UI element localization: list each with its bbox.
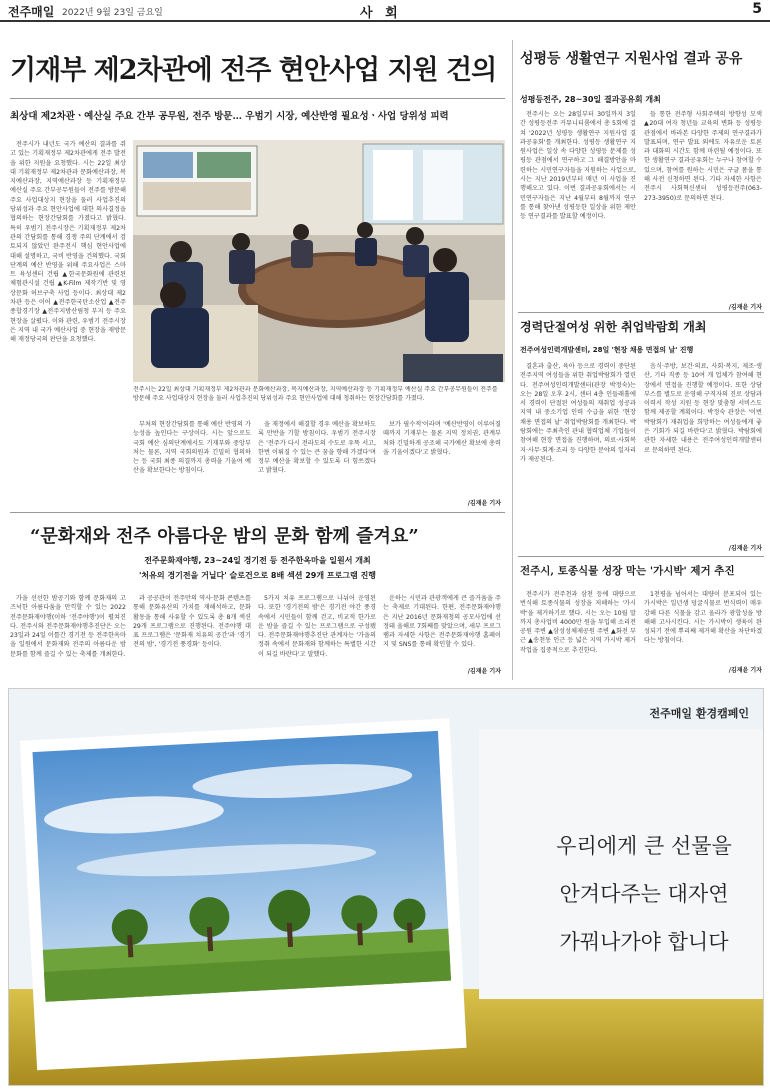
story5-body-col1: 가을 선선한 밤공기와 함께 문화재의 고즈넉한 아름다움을 만끽할 수 있는 2022 전주문화재야행(이하 '전주야행')이 펼쳐진다. 전주시와 전주문화재야행추진단은 오는 23일과 24일 이틀간 경기전 등 전주한옥마을 일원에서 문화재와 전주의 아름다운 밤 문화를 함께 즐길 수 있는 축제를 개최한다. <box>10 595 126 658</box>
issue-date: 2022년 9월 23일 금요일 <box>62 8 163 18</box>
column-divider <box>512 40 513 680</box>
lead-headline: 기재부 제2차관에 전주 현안사업 지원 건의 <box>10 55 497 86</box>
lead-body-col2: 부처의 현장간담회를 통해 예산 반영의 가능성을 높인다는 구상이다. 시는 앞으로도 국회 예산 심의단계에서도 기재부와 중앙부처는 물론, 지역 국회의원과 긴밀히 협의하는 등 국회 최종 의결까지 총력을 기울여 예산을 확보한다는 방침이다. <box>133 421 251 475</box>
photo-caption: 전주시는 22일 최상대 기획재정부 제2차관과 문화예산과장, 복지예산과장, 지역예산과장 등 기획재정부 예산실 주요 간부공무원들이 전주를 방문해 주요 사업대상지 현장을 둘러 사업추진의 당위성과 주요 현안사업에 대해 청취하는 현장간담회를 가졌다. <box>133 386 498 402</box>
story5-subheadline-1: 전주문화재야행, 23~24일 경기전 등 전주한옥마을 일원서 개최 <box>144 556 371 565</box>
story2-body-col1: 전주시는 오는 28일부터 30일까지 3일간 성평등전주 커뮤니티룸에서 총 5회에 걸쳐 '2022년 성평등 생활연구 지원사업 결과공유회'를 개최한다. 성평등 생활연구 지원사업은 일상 속 다양한 성평등 문제를 성평등 관점에서 연구하고 그 해결방안을 마련하는 시민연구자들을 지원하는 사업으로, 시는 지난 2019년부터 매년 이 사업을 진행해오고 있다. 이번 결과공유회에서는 시민연구자들은 지난 4월부터 8월까지 연구를 통해 찾아낸 성평등한 일상을 위한 제안 등 연구결과를 발표할 예정이다. <box>520 111 636 221</box>
story3-byline: /김재윤 기자 <box>728 545 762 552</box>
story5-subheadline-2: '처유의 경기전을 거닐다' 슬로건으로 8배 섹션 29개 프로그램 진행 <box>138 571 377 580</box>
ad-slogan-line1: 우리에게 큰 선물을 <box>556 834 732 858</box>
page-header <box>0 0 770 22</box>
story5-body-col3: 5가지 치유 프로그램으로 나뉘어 운영된다. 또한 '경기전의 밤'은 경기전 야간 풍경 속에서 시민들이 함께 걷고, 비교적 한가로운 밤을 즐길 수 있는 프로그램으로 구성됐다. 전주문화재야행추진단 관계자는 '가을의 정취 속에서 문화재와 함께하는 특별한 시간이 되길 바란다'고 말했다. <box>258 595 376 658</box>
newspaper-name: 전주매일 <box>8 5 55 19</box>
story4-body-col2: 1천평을 넘어서는 대량이 분포되어 있는 가시박은 일년생 덩굴식물로 번식력이 매우 강해 다른 식물을 감고 올라가 광합성을 방해해 고사시킨다. 시는 가시박이 생육이 완성되기 전에 뿌리째 제거해 확산을 차단하겠다는 방침이다. <box>644 591 762 645</box>
ad-banner <box>8 688 764 1086</box>
story5-body-col4: 운하는 시민과 관광객에게 큰 즐거움을 주는 축제로 기대된다. 한편, 전주문화재야행은 지난 2016년 문화재청의 공모사업에 선정돼 올해로 7회째를 맞았으며, 세부 프로그램과 자세한 사항은 전주문화재야행 홈페이지 및 SNS를 통해 확인할 수 있다. <box>383 595 501 649</box>
story4-headline: 전주시, 토종식물 성장 막는 '가시박' 제거 추진 <box>520 565 735 577</box>
story3-body-col2: 음식·주방, 보건·의료, 사회·복지, 제조·생산, 기타 직종 등 10여 개 업체가 참여해 현장에서 면접을 진행할 예정이다. 또한 상담 부스를 별도로 운영해 구직자의 진로 상담과 이력서 작성 지원 등 현장 맞춤형 서비스도 함께 제공할 계획이다. 박정숙 관장은 '이번 박람회가 재취업을 희망하는 여성들에게 좋은 기회가 되길 바란다'고 밝혔다. 박람회에 관한 자세한 내용은 전주여성인력개발센터로 문의하면 된다. <box>644 363 762 454</box>
story3-headline: 경력단절여성 위한 취업박람회 개최 <box>520 320 707 334</box>
lead-body-col3: 을 재정에서 해결할 경우 예산을 확보하도록 만반을 기할 방침이다. 우범기 전주시장은 '전주가 다시 전라도의 수도로 우뚝 서고, 한번 이뤄질 수 있는 큰 꿈을 향해 가겠다'며 정부 예산을 확보할 수 있도록 더 힘쓰겠다고 밝혔다. <box>258 421 376 475</box>
ad-slogan-line3: 가꿔나가야 합니다 <box>559 930 729 954</box>
story5-byline: /김재윤 기자 <box>467 668 501 675</box>
lead-byline: /김재윤 기자 <box>467 500 501 507</box>
lead-rule <box>10 98 505 99</box>
story2-bottom-rule <box>518 312 764 313</box>
story3-bottom-rule <box>518 556 764 557</box>
story2-body-col2: 들 통한 전주형 사회주택의 방향성 모색 ▲20대 여자 청년들 교육의 변화 등 성평등 관점에서 바라본 다양한 주제의 연구결과가 발표되며, 연구 발표 외에도 자유로운 토론과 대화의 시간도 함께 마련될 예정이다. 또한 생활연구 결과공유회는 누구나 참여할 수 있으며, 참여를 원하는 시민은 구글 폼을 통해 사전 신청하면 된다. 기타 자세한 사항은 전주시 사회혁신센터 성평등전주(063-273-3950)로 문의하면 된다. <box>644 111 762 202</box>
story4-body-col1: 전주시가 전주천과 삼천 등에 대량으로 번식해 토종식물의 성장을 저해하는 '가시박'을 제거하기로 했다. 시는 오는 10월 말까지 총사업비 4000만 원을 투입해 소리전공원 주변 ▲삼성성체제공원 주변 ▲화전 부근 ▲송천동 인근 등 넓은 지역 가시박 제거작업을 집중적으로 추진한다. <box>520 591 636 654</box>
section-name: 사 회 <box>360 6 402 21</box>
lead-photo <box>133 140 505 382</box>
lead-subheadline: 최상대 제2차관ㆍ예산실 주요 간부 공무원, 전주 방문… 우범기 시장, 예산반영 필요성ㆍ사업 당위성 피력 <box>10 111 449 122</box>
story3-body-col1: 결혼과 출산, 육아 등으로 경력이 중단된 전주지역 여성들을 위한 취업박람회가 열린다. 전주여성인력개발센터(관장 박정숙)는 오는 28일 오후 2시, 센터 4층 인들래홀에서 경력이 단절된 여성들의 재취업 성공과 지역 내 중소기업 인력 수급을 위한 '현장 채용 면접의 날' 취업박람회를 개최한다. 박람회에는 주최측인 관내 협력업체 기업들이 참여해 현장 면접을 진행하며, 의료·사회복지·사무·회계·조리 등 다양한 분야의 일자리가 제공된다. <box>520 363 636 463</box>
story5-body-col2: 과 공공관이 전주만의 역사·문화 콘텐츠를 통해 문화유산의 가치를 재해석하고, 문화 활동을 통해 사유할 수 있도록 총 8개 섹션 29개 프로그램으로 진행된다. 전주야행 대표 프로그램은 '문화재 치유의 공간'과 '경기전의 밤', '경기전 풍경화' 등이다. <box>133 595 251 649</box>
story3-subheadline: 전주여성인력개발센터, 28일 '현장 채용 면접의 날' 진행 <box>520 346 694 354</box>
lead-body-col4: 보가 필수적'이라며 '예산반영이 이루어질 때까지 기재부는 물론 지역 정치권, 관계부처와 긴밀하게 공조해 국가예산 확보에 총력을 기울이겠다'고 밝혔다. <box>383 421 501 456</box>
story2-subheadline: 성평등전주, 28~30일 결과공유회 개최 <box>520 95 661 104</box>
page-number: 5 <box>752 1 762 17</box>
story4-byline: /김재윤 기자 <box>728 667 762 674</box>
story2-headline: 성평등 생활연구 지원사업 결과 공유 <box>520 51 743 67</box>
story5-headline: “문화재와 전주 아름다운 밤의 문화 함께 즐겨요” <box>30 526 419 547</box>
story2-byline: /김재윤 기자 <box>728 304 762 311</box>
story5-top-rule <box>10 512 505 513</box>
meeting-photo-illustration <box>133 140 505 382</box>
lead-body-col1: 전주시가 내년도 국가 예산의 결과를 쥐고 있는 기획재정부 제2차관에게 전주 발전을 위한 지원을 요청했다. 시는 22일 최상대 기획재정부 제2차관과 문화예산과장, 복지예산과장, 지역예산과장 등 기획재정부 예산실 주요 간부공무원들이 전주를 방문해 주요 사업대상지 현장을 둘러 사업추진의 당위성과 주요 현안사업에 대한 의사결정을 협의하는 현장간담회를 가졌다고 밝혔다. 특히 우범기 전주시장은 기획재정부 제2차관의 간담회를 통해 경쟁 주의 단계에서 검토되지 않았던 완주전시 핵심 현안사업에 대해 설명하고, 국비 반영을 건의했다. 국회 단계의 예산 반영을 위해 주요사업은 스마트 육성센터 건립 ▲한국문화원에 관련된 체험관시설 건립 ▲K-Film 제작기반 및 영상문화 허브구축 사업 등이다. 최상대 제2차관 등은 이어 ▲전주한국탄소산업 ▲전주종합경기장 ▲전주지방산림청 부지 등 주요 현장을 살폈다. 이와 관련, 우범기 전주시장은 지역 내 국가 예산사업 중 현장을 재방문해 재정당국의 판단을 요청했다. <box>10 141 126 344</box>
ad-campaign-title: 전주매일 환경캠페인 <box>649 707 749 720</box>
ad-slogan-line2: 안겨다주는 대자연 <box>559 882 729 906</box>
